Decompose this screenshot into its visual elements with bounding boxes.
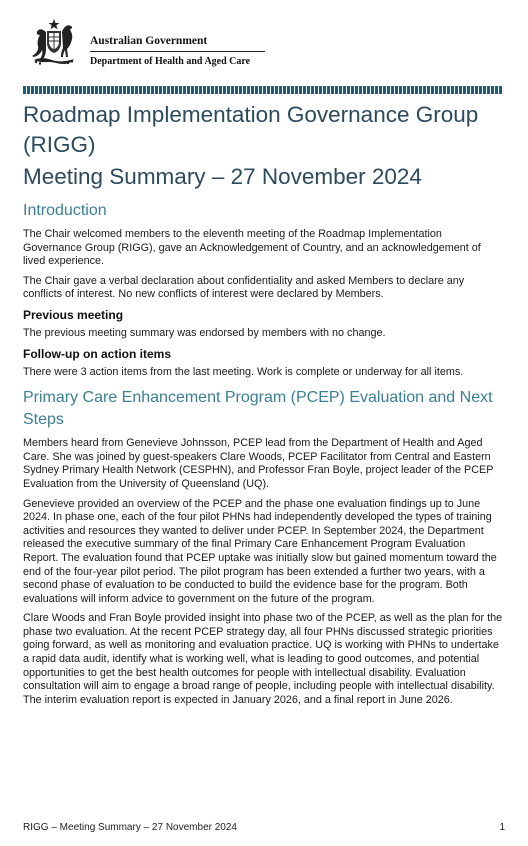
- paragraph: Clare Woods and Fran Boyle provided insight into phase two of the PCEP, as well as the plan for the phase two evaluation. At the recent PCEP strategy day, all four PHNs discussed strategic priorities going forward, as well as monitoring and evaluation practice. UQ is working with PHNs to undertake a rapid data audit, identify what is working well, what is leading to good outcomes, and potential opportunities to get the best health outcomes for people with intellectual disability. Evaluation consultation will aim to engage a broad range of people, including people with intellectual disability. The interim evaluation report is expected in January 2026, and a final report in June 2026.: [23, 612, 503, 706]
- subheading-follow-up: Follow-up on action items: [23, 346, 171, 361]
- header-bar: [23, 86, 502, 94]
- document-title: Roadmap Implementation Governance Group (RIGG): [23, 102, 479, 157]
- department-name: Department of Health and Aged Care: [90, 56, 251, 67]
- document-subtitle: Meeting Summary – 27 November 2024: [23, 164, 422, 189]
- wordmark-divider: [90, 51, 265, 52]
- page-number: 1: [499, 822, 505, 833]
- government-name: Australian Government: [90, 35, 208, 47]
- section-heading-pcep: Primary Care Enhancement Program (PCEP) Evaluation and Next Steps: [23, 389, 493, 429]
- document-body: [23, 100, 503, 713]
- paragraph: Members heard from Genevieve Johnsson, PCEP lead from the Department of Health and Aged Care. She was joined by guest-speakers Clare Woods, PCEP Facilitator from Central and Eastern Sydney Primary Health Network (CESPHN), and Professor Fran Boyle, project leader of the PCEP Evaluation from the University of Queensland (UQ).: [23, 437, 494, 490]
- page-footer: [23, 822, 505, 833]
- section-heading-introduction: Introduction: [23, 202, 107, 219]
- paragraph: The Chair welcomed members to the eleventh meeting of the Roadmap Implementation Governance Group (RIGG), gave an Acknowledgement of Country, and an acknowledgement of lived experience.: [23, 228, 481, 268]
- subheading-previous-meeting: Previous meeting: [23, 307, 124, 322]
- paragraph: The Chair gave a verbal declaration about confidentiality and asked Members to declare any conflicts of interest. No new conflicts of interest were declared by Members.: [23, 274, 465, 301]
- paragraph: The previous meeting summary was endorsed by members with no change.: [23, 326, 386, 339]
- footer-text: RIGG – Meeting Summary – 27 November 2024: [23, 822, 237, 833]
- paragraph: There were 3 action items from the last meeting. Work is complete or underway for all items.: [23, 365, 464, 378]
- coat-of-arms-icon: [26, 18, 82, 70]
- government-wordmark: [90, 34, 265, 68]
- paragraph: Genevieve provided an overview of the PCEP and the phase one evaluation findings up to June 2024. In phase one, each of the four pilot PHNs had independently developed the types of training activities and resources they wanted to deliver under PCEP. In September 2024, the Department released the executive summary of the final Primary Care Enhancement Program Evaluation Report. The evaluation found that PCEP uptake was initially slow but gained momentum toward the end of the four-year pilot period. The pilot program has been extended a further two years, with a second phase of evaluation to be conducted to build the evidence base for the program. Both evaluations will inform advice to government on the future of the program.: [23, 497, 497, 605]
